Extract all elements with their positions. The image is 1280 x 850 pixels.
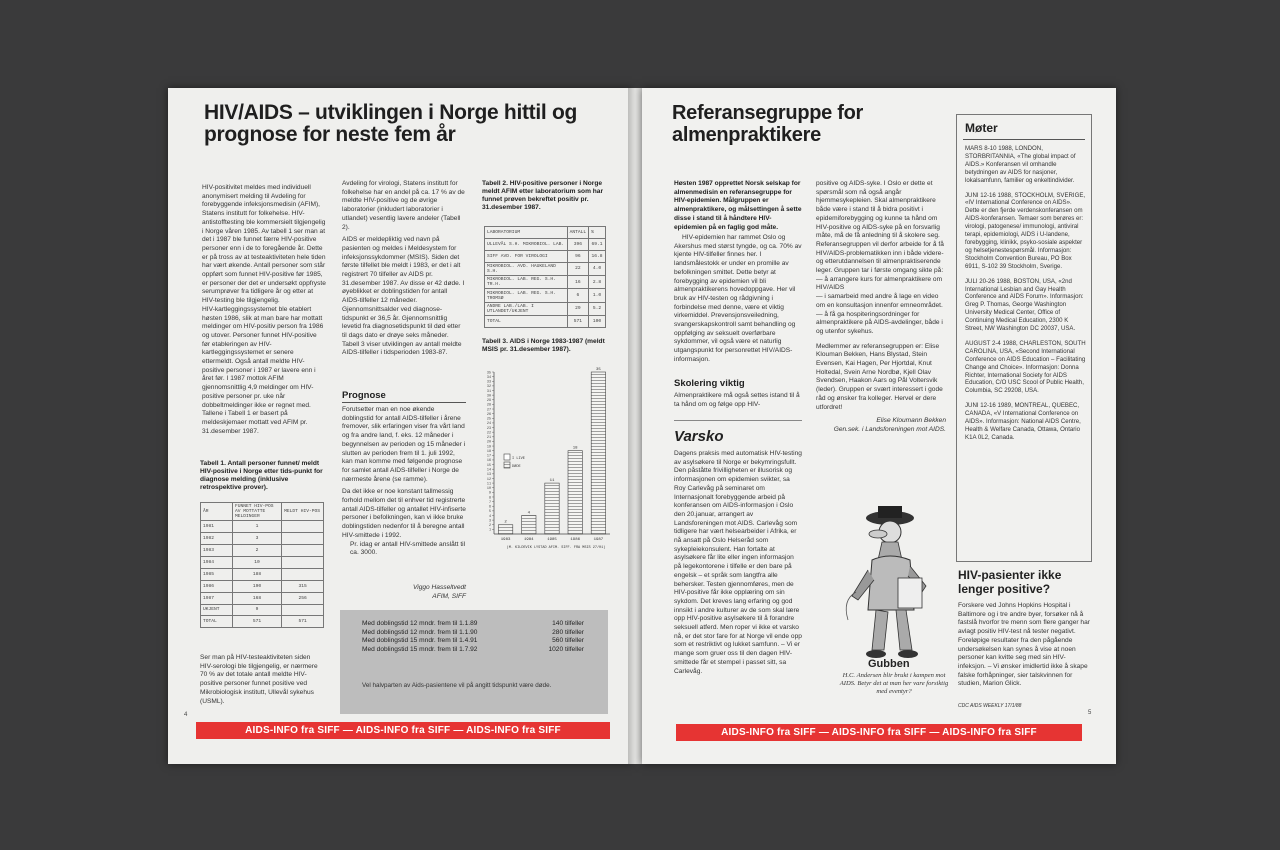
chart-x-tick-label: 1983 [500,538,511,542]
table-cell: 1983 [201,545,233,557]
chart-y-tick-label: 22 [486,431,491,436]
left-col2-para: AIDS er meldepliktig ved navn på pasienten og meldes i Meldesystem for infeksjonssykdommer (MSIS). Siden det første tilfellet ble meldt i 1983, er det i alt registrert 70 tilfeller av AIDS pr. 31.desember 1987. Av disse er 42 døde. I øyeblikket er doblingstiden for antall AIDS-tilfeller 12 måneder. Gjennomsnittsalder ved diagnose-tidspunkt er 36,5 år. Gjennomsnittlig levetid fra diagnosetidspunkt til død etter til dags dato er drøye seks måneder. Tabell 3 viser utviklingen av antall meldte AIDS-tilfeller i tidsperioden 1983-87. [342,236,465,357]
prognosis-row [362,620,584,629]
chart-y-tick-label: 5 [488,510,491,515]
chart-bar [568,451,582,534]
prognosis-rows [362,620,584,654]
footer-band: AIDS-INFO fra SIFF — AIDS-INFO fra SIFF — AIDS-INFO fra SIFF [676,724,1082,741]
table-cell: 2.8 [589,276,606,289]
prognosis-value: 1020 tilfeller [548,645,584,653]
cartoon-drawing [838,500,948,668]
table-header-cell: % [589,227,606,239]
chart-x-tick-label: 1985 [547,538,557,542]
table-cell: 1987 [201,592,233,604]
chart-bar-label: 2 [504,520,507,525]
cartoon [838,500,948,710]
table-header-cell: ANTALL [567,227,589,239]
table-row [201,580,324,592]
table-cell: TOTAL [201,616,233,628]
chart-x-tick-label: 1987 [593,538,604,542]
table-cell: 1981 [201,521,233,533]
table-cell: 22 [567,262,589,275]
table-cell: 1986 [201,580,233,592]
chart-legend-swatch [504,462,510,468]
chart-bar-label: 4 [527,511,531,516]
prognosis-label: Med doblingstid 15 mndr. frem til 1.4.91 [362,637,478,645]
table-cell: TOTAL [485,316,568,328]
moter-sidebar [956,114,1092,562]
chart-y-tick-label: 35 [486,371,491,376]
chart-y-tick-label: 20 [486,440,491,445]
chart-bar [498,525,512,534]
chart-y-tick-label: 27 [486,408,491,413]
table-cell: 188 [232,568,281,580]
chart-y-tick-label: 14 [486,468,491,473]
chart-y-tick-label: 31 [486,389,491,394]
chart-bar [545,483,559,534]
table-cell: 190 [232,580,281,592]
chart-y-tick-label: 9 [488,491,491,496]
table-cell: 256 [282,592,324,604]
moter-entry: AUGUST 2-4 1988, CHARLESTON, SOUTH CAROLINA, USA, «Second International Conference on AIDS Education – Facilitating Change and Choice». Informasjon: Donna Richter, International Society for AIDS Education, C/O USC Scool of Public Health, Columbia, SC 29208, USA. [965,339,1086,395]
table-cell: 10 [232,557,281,569]
prognosis-row [362,629,584,638]
chart-y-tick-label: 1 [488,528,491,533]
table-row [201,568,324,580]
author-org: AFIM, SIFF [432,592,466,600]
skolering-text: Almenpraktikere må også settes istand til å ta hånd om og følge opp HIV- [674,392,800,408]
table-cell: ANDRE LAB./LAB. I UTLANDET/UKJENT [485,302,568,315]
right-lead: Høsten 1987 opprettet Norsk selskap for almenmedisin en referansegruppe for HIV-epidemien. Målgruppen er almenpraktikere, og målsettingen å sette disse i stand til å håndtere HIV-epidemien på en faglig god måte. [674,180,802,231]
chart-y-tick-label: 10 [486,487,491,492]
table-row [485,316,606,328]
table-row [201,521,324,533]
signature-name: Elise Kloumann Bekken [876,417,946,425]
table-cell: 29 [567,302,589,315]
footer-band: AIDS-INFO fra SIFF — AIDS-INFO fra SIFF — AIDS-INFO fra SIFF [196,722,610,739]
chart-y-tick-label: 28 [486,403,491,408]
moter-entry: JUNI 12-16 1989, MONTREAL, QUEBEC, CANADA, «V International Conference on AIDS». Informasjon: National AIDS Centre, Health & Welfare Canada, Ottawa, Ontario K1A 0L2, Canada. [965,402,1081,441]
moter-entry: JUNI 12-16 1988, STOCKHOLM, SVERIGE, «IV International Conference on AIDS». Dette er den fjerde verdenskonferansen om AIDS-konferansen. Temaer som berøres er: virologi, patogenese/ immunologi, antiviral terapi, epidemiologi, AIDS i U-landene, forebygging, klinikk, psyko-sosiale aspekter og helsetjenestespørsmål. Informasjon: Stockholm Convention Bureau, PO Box 6911, S-102 39 Stockholm, Sverige. [965,191,1086,270]
chart-bar-label: 18 [572,446,578,451]
table-row [201,616,324,628]
prognosis-label: Med doblingstid 12 mndr. frem til 1.1.89 [362,620,478,627]
bullet: — å få ga hospiteringsordninger for almenpraktikere på AIDS-avdelinger, både i og utenfor sykehus. [816,310,943,335]
chart-y-tick-label: 23 [486,426,491,431]
chart-y-tick-label: 19 [486,445,491,450]
table-cell: 571 [232,616,281,628]
varsko-heading: Varsko [674,428,724,445]
chart-y-tick-label: 32 [486,385,491,390]
aids-bar-chart [476,364,616,556]
chart-y-tick-label: 21 [486,436,491,441]
right-page [642,88,1116,764]
table-cell [282,533,324,545]
chart-y-tick-label: 3 [488,519,491,524]
table-cell [282,545,324,557]
table-cell: 69.1 [589,238,606,250]
chart-y-tick-label: 13 [486,473,491,478]
chart-y-tick-label: 11 [486,482,491,487]
table-cell: 571 [567,316,589,328]
table-cell: 100 [589,316,606,328]
table-header-cell: FUNNET HIV-POS AV MOTTATTE MELDINGER [232,503,281,521]
chart-bar-label: 35 [595,368,601,372]
table-cell: UKJENT [201,604,233,616]
prognose-heading: Prognose [342,390,386,401]
members: Medlemmer av referansegruppen er: Elise Klouman Bekken, Hans Blystad, Stein Evensen, Kai Hagen, Per Hjortdal, Knut Holtedal, Svein Arne Nordbø, Kjell Olav Svendsen, Haakon Aars og Pål Voltersvik (leder). Gruppen er svært interessert i gode råd og ønsker fra kolleger. Hervel er dere utfordret! [816,342,943,411]
left-col1-para: HIV-positivitet meldes med individuell anonymisert melding til Avdeling for forebyggende infeksjonsmedisin (AFIM), Statens institutt for folkehelse. HIV-antistofftesting ble kommersielt tilgjengelig i Norge våren 1985. Av tabell 1 ser man at det i 1987 ble funnet færre HIV-positive personer enn i de to foregående år. Dette er på tross av at testeaktiviteten hele tiden har vært økende. Antall personer som står oppført som funnet HIV-positive før 1985, er personer der det er undersøkt oppfryste serumprøver fra tidligere år og etter at HIV-testing ble tilgjengelig. [202,184,326,305]
table-cell: ULLEVÅL S.H. MIKROBIOL. LAB. [485,238,568,250]
table-cell: MIKROBIOL. LAB. REG. S.H. TROMSØ [485,289,568,302]
table-cell: 5.2 [589,302,606,315]
chart-title: Tabell 3. AIDS i Norge 1983-1987 (meldt MSIS pr. 31.desember 1987). [482,338,605,353]
chart-y-tick-label: 7 [488,500,491,505]
moter-list [965,145,1087,449]
left-col2-para: Avdeling for virologi, Statens institutt for folkehelse har en andel på ca. 17 % av de meldte HIV-positive og de øvrige laboratorier (inkludert laboratorier i utlandet) vesentlig lavere andeler (Tabell 2). [342,180,465,231]
table-row [485,262,606,275]
prognose-text [342,406,466,558]
chart-y-tick-label: 15 [486,463,491,468]
left-title: HIV/AIDS – utviklingen i Norge hittil og prognose for neste fem år [204,101,578,146]
table2 [484,226,606,328]
hiv-text: Forskere ved Johns Hopkins Hospital i Baltimore og i tre andre byer, forsøker nå å fastslå hvorfor tre menn som flere ganger har avlagt positiv HIV-test nå tester negativt. Foreløpige resultater fra den pågående undersøkelsen kan synes å vise at noen personer kan kvitte seg med sin HIV-infeksjon. – Vi ønsker imidlertid ikke å skape falske forhåpninger, sier talskvinnen for studien, Marion Glick. [958,602,1090,688]
table-row [201,557,324,569]
prognosis-note: Vel halvparten av Aids-pasientene vil på angitt tidspunkt være døde. [362,682,552,689]
table-cell [282,521,324,533]
table-cell: 1984 [201,557,233,569]
chart-y-tick-label: 26 [486,412,491,417]
chart-bar [591,372,605,534]
chart-y-tick-label: 34 [486,375,491,380]
left-bottom-text: Ser man på HIV-testeaktiviteten siden HIV-serologi ble tilgjengelig, er nærmere 70 % av det totale antall meldte HIV-positive personer funnet positive ved Mikrobiologisk institutt, Ullevål sykehus (USML). [200,654,318,705]
chart-y-tick-label: 29 [486,399,491,404]
table-row [201,545,324,557]
author-name: Viggo Hasseltvedt [412,584,466,591]
prognosis-box [340,610,608,714]
hiv-source: CDC AIDS WEEKLY 17/1/88 [958,703,1022,709]
moter-heading: Møter [965,121,998,135]
table1 [200,502,324,628]
table-cell [282,557,324,569]
table-cell: 6 [567,289,589,302]
table2-caption: Tabell 2. HIV-positive personer i Norge meldt AFIM etter laboratorium som har funnet prøven bekreftet positiv pr. 31.desember 1987. [482,180,604,211]
chart-y-tick-label: 18 [486,449,491,454]
table-cell: 168 [232,592,281,604]
table-cell: SIFF AVD. FOR VIROLOGI [485,250,568,262]
table-row [201,592,324,604]
left-col1-para: HIV-kartleggingssystemet ble etablert høsten 1986, slik at man bare har mottatt meldinger om HIV-positiv person fra 1986 og utover. Personer funnet HIV-positive før etableringen av HIV-kartleggingssystemet er senere ettermeldt. Også antall meldte HIV-positive personer i 1987 er lavere enn i året før. I 1987 mottok AFIM gjennomsnittlig 4,9 meldinger om HIV-positive personer pr. uke når dobbeltmeldinger ikke er regnet med. Tallene i Tabell 1 er basert på meldeskjemaer mottatt ved AFIM pr. 31.desember 1987. [202,305,324,435]
table-cell: 4.0 [589,262,606,275]
table-cell [282,604,324,616]
table-row [485,302,606,315]
signature-org: Gen.sek. i Landsforeningen mot AIDS. [833,425,946,433]
right-col2-para: positive og AIDS-syke. I Oslo er dette et spørsmål som nå også angår hjemmesykepleien. Skal almenpraktikere både være i stand til å bidra positivt i epidemiforebygging og kunne ta hånd om HIV-positive og AIDS-syke på en forsvarlig måte, må de få anledning til å skolere seg. Referansegruppen vil derfor arbeide for å få HIV/AIDS-problematikken inn i både videre- og etterutdannelsen til almenpraktiserende leger. Gruppen tar i første omgang sikte på: [816,180,944,275]
hiv-heading: HIV-pasienter ikke lenger positive? [958,568,1062,596]
table-row [485,289,606,302]
varsko-text: Dagens praksis med automatisk HIV-testing av asylsøkere til Norge er bekymringsfullt. Den påståtte frivilligheten er illusorisk og informasjonen om epidemien svikter, sa Roy Carlevåg på seminaret om Internasjonalt forebyggende arbeid på konferansen om AIDS-informasjon i Oslo den 20.januar, arrangert av Landsforeningen mot AIDS. Carlevåg som tidligere har vært helsearbeider i Afrika, er nå ansatt på Oslo Helseråd som sykepleiekonsulent. Han fortalte at asylsøkere får lite eller ingen informasjon på legekontorene i tilfelle er den bare på engelsk – et språk som langtfra alle behersker. Testen gjennomføres, men de HIV-positive får ikke opplæring om sin sykdom. Det kreves lang erfaring og god innsikt i andre kulturer av de som skal lære opp HIV-positive asylsøkere til å forandre seksuell atferd. Men roper vi ikke et varsko nå, er det stor fare for at Norge vil ende opp som et restriktivt og lukket samfunn. – Vi er mange som gruer oss til den dagen HIV-smittede får et stempel i passet sitt, sa Carlevåg. [674,450,802,675]
page-number: 4 [184,712,188,718]
table-header-row [201,503,324,521]
chart-y-tick-label: 2 [488,524,491,529]
table-header-cell: ÅR [201,503,233,521]
prognosis-label: Med doblingstid 12 mndr. frem til 1.1.90 [362,628,478,636]
table-cell: MIKROBIOL. AVD. HAUKELAND S.H. [485,262,568,275]
left-col1 [202,184,326,436]
table-cell: 16.8 [589,250,606,262]
prognose-para: Da det ikke er noe konstant tallmessig forhold mellom det til enhver tid registrerte antall AIDS-tilfeller og antallet HIV-infiserte personer i befolkningen, kan vi ikke bruke doblingstiden nedenfor til å beregne antall HIV-smittede i 1992. [342,488,466,539]
chart-x-tick-label: 1984 [523,538,534,542]
left-author [342,584,466,601]
chart-y-tick-label: 30 [486,394,491,399]
prognosis-value: 280 tilfeller [552,628,584,636]
table-cell [282,568,324,580]
chart-y-tick-label: 4 [488,514,491,519]
moter-entry: MARS 8-10 1988, LONDON, STORBRITANNIA, «The global impact of AIDS.» Konferansen vil omhandle betydningen av AIDS for nasjoner, lokalsamfunn, familier og enkeltindivider. [965,145,1076,184]
chart-y-tick-label: 8 [488,496,491,501]
bullet: — å arrangere kurs for almenpraktikere om HIV/AIDS [816,275,943,292]
prognosis-row [362,646,584,655]
chart-x-label: (M. KILDEVIK LYSTAD AFIM. SIFF. FRA MSIS 27/01) [506,546,606,550]
table-header-cell: LABORATORIUM [485,227,568,239]
prognose-para: Forutsetter man en noe økende doblingstid for antall AIDS-tilfeller i årene fremover, slik erfaringen viser fra vårt land og fra andre land, f. eks. 12 måneder i begynnelsen av perioden og 15 måneder i slutten av perioden frem til 1. juli 1992, kan man komme med følgende prognose for samlet antall AIDS-tilfeller i Norge de nærmeste årene (se ramme). [342,406,466,483]
chart-legend-swatch [504,454,510,460]
bullet: — i samarbeid med andre å lage en video om en konsultasjon innenfor emneområdet. [816,293,943,309]
chart-y-tick-label: 24 [486,422,491,427]
prognose-para: Pr. idag er antall HIV-smittede anslått til ca. 3000. [350,540,466,557]
table-cell: 2 [232,545,281,557]
chart-bar [522,515,536,534]
chart-y-tick-label: 25 [486,417,491,422]
table-cell: 9 [232,604,281,616]
chart-y-tick-label: 33 [486,380,491,385]
table-row [201,604,324,616]
moter-entry: JULI 20-26 1988, BOSTON, USA, «2nd International Lesbian and Gay Health Conference and AIDS Forum». Informasjon: Greg P. Thomas, George Washington University Medical Center, Office of Continuing Medical Education, 2300 K Street, NW Washington DC 20037, USA. [965,277,1084,333]
table-cell: 1982 [201,533,233,545]
prognosis-value: 140 tilfeller [552,620,584,627]
table-cell: 315 [282,580,324,592]
chart-y-tick-label: 16 [486,459,491,464]
left-col2 [342,180,466,358]
chart-y-tick-label: 6 [488,505,491,510]
table-cell: 1.0 [589,289,606,302]
chart-x-tick-label: 1986 [570,538,581,542]
prognose-rule [342,402,466,403]
prognosis-row [362,637,584,646]
table-row [201,533,324,545]
table-cell: MIKROBIOL. LAB. REG. S.H. TR.H. [485,276,568,289]
chart-y-tick-label: 12 [486,477,491,482]
prognosis-value: 560 tilfeller [552,637,584,645]
table-cell: 1 [232,521,281,533]
table1-caption: Tabell 1. Antall personer funnet/ meldt HIV-positive i Norge etter tids-punkt for diagnose melding (inklusive retrospektive prover). [200,460,323,491]
skolering-heading: Skolering viktig [674,378,745,389]
table-cell: 1985 [201,568,233,580]
table-cell: 96 [567,250,589,262]
signature [816,417,946,434]
table-header-row [485,227,606,239]
table-row [485,250,606,262]
table-row [485,276,606,289]
table-cell: 396 [567,238,589,250]
left-page [168,88,632,764]
chart-legend-label: I LIVE [512,457,525,461]
chart-bar-label: 11 [549,479,555,484]
table-row [485,238,606,250]
cartoon-caption: H.C. Andersen blir brukt i kampen mot AIDS. Betyr det at man her vare forsiktig med eventyr? [839,672,949,695]
table-cell: 3 [232,533,281,545]
chart-y-tick-label: 17 [486,454,491,459]
skolering-rule [674,420,802,421]
chart-legend-label: DØDE [512,465,521,469]
right-title: Referansegruppe for almenpraktikere [672,102,864,146]
table-header-cell: MELDT HIV-POS [282,503,324,521]
moter-rule [963,139,1085,140]
cartoon-title: Gubben [868,658,910,670]
table-cell: 571 [282,616,324,628]
right-col2 [816,180,946,435]
page-number: 5 [1088,710,1092,716]
table-cell: 16 [567,276,589,289]
prognosis-label: Med doblingstid 15 mndr. frem til 1.7.92 [362,645,478,653]
right-col1: HIV-epidemien har rammet Oslo og Akershus med størst tyngde, og ca. 70% av kjente HIV-tilfeller finnes her. I landsmålestokk er under en promille av befolkningen smittet. Dette betyr at forebygging av epidemien vil bli almenpraktikerens hovedoppgave. Her vil bruk av HIV-testen og rådgivning i forbindelse med denne, være et viktig virkemiddel. Prevensjonsveiledning, svangerskapskontroll samt behandling og oppfølging av seksuelt overførbare sykdommer, vil også være et naturlig utgangspunkt for personrettet HIV/AIDS-informasjon. [674,234,802,363]
